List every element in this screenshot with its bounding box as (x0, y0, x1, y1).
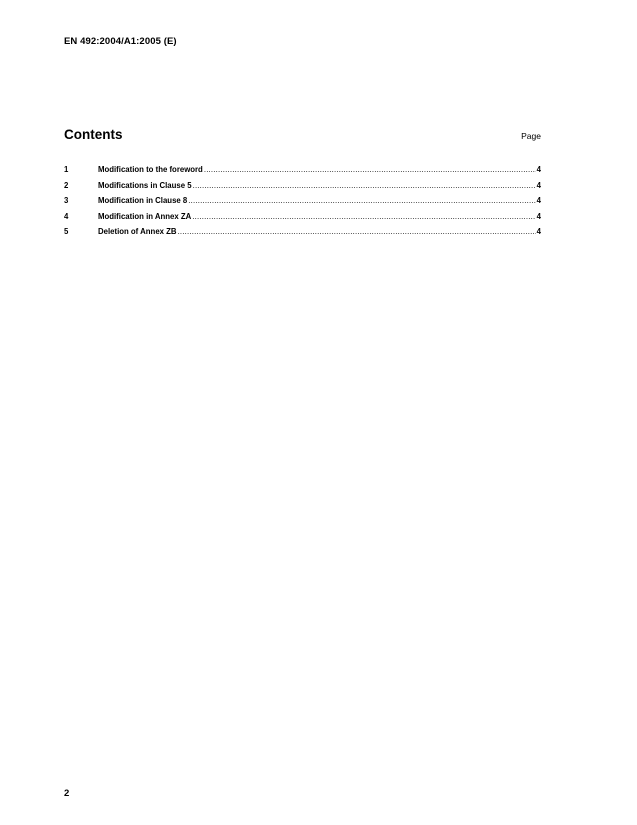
toc-entry-number: 1 (64, 165, 69, 174)
toc-entry-number: 4 (64, 211, 69, 221)
toc-entry-number: 3 (64, 196, 69, 205)
toc-entry[interactable] (64, 212, 541, 228)
toc-entry[interactable] (64, 181, 541, 197)
page-number: 2 (64, 788, 70, 799)
toc-entry-page: 4 (536, 165, 541, 174)
toc-entry-title: Modification in Annex ZA (98, 211, 192, 221)
toc-entry-title: Modifications in Clause 5 (98, 180, 192, 190)
toc-dot-leader (188, 196, 535, 205)
toc-entry-title: Modification to the foreword (98, 165, 203, 174)
toc-entry-number: 5 (64, 227, 69, 236)
toc-dot-leader (178, 227, 536, 236)
toc-dot-leader (193, 181, 536, 190)
page-column-label: Page (521, 131, 541, 141)
toc-entry-page: 4 (536, 180, 541, 190)
toc-entry-page: 4 (536, 196, 541, 205)
table-of-contents (64, 165, 541, 243)
toc-entry-number: 2 (64, 180, 69, 190)
toc-dot-leader (192, 212, 535, 221)
toc-entry[interactable] (64, 227, 541, 243)
toc-entry-page: 4 (536, 211, 541, 221)
toc-entry-title: Deletion of Annex ZB (98, 227, 177, 236)
toc-dot-leader (204, 165, 536, 174)
toc-entry-title: Modification in Clause 8 (98, 196, 188, 205)
toc-entry-page: 4 (536, 227, 541, 236)
toc-entry[interactable] (64, 165, 541, 181)
document-header: EN 492:2004/A1:2005 (E) (64, 36, 177, 47)
toc-entry[interactable] (64, 196, 541, 212)
contents-heading: Contents (64, 127, 123, 142)
